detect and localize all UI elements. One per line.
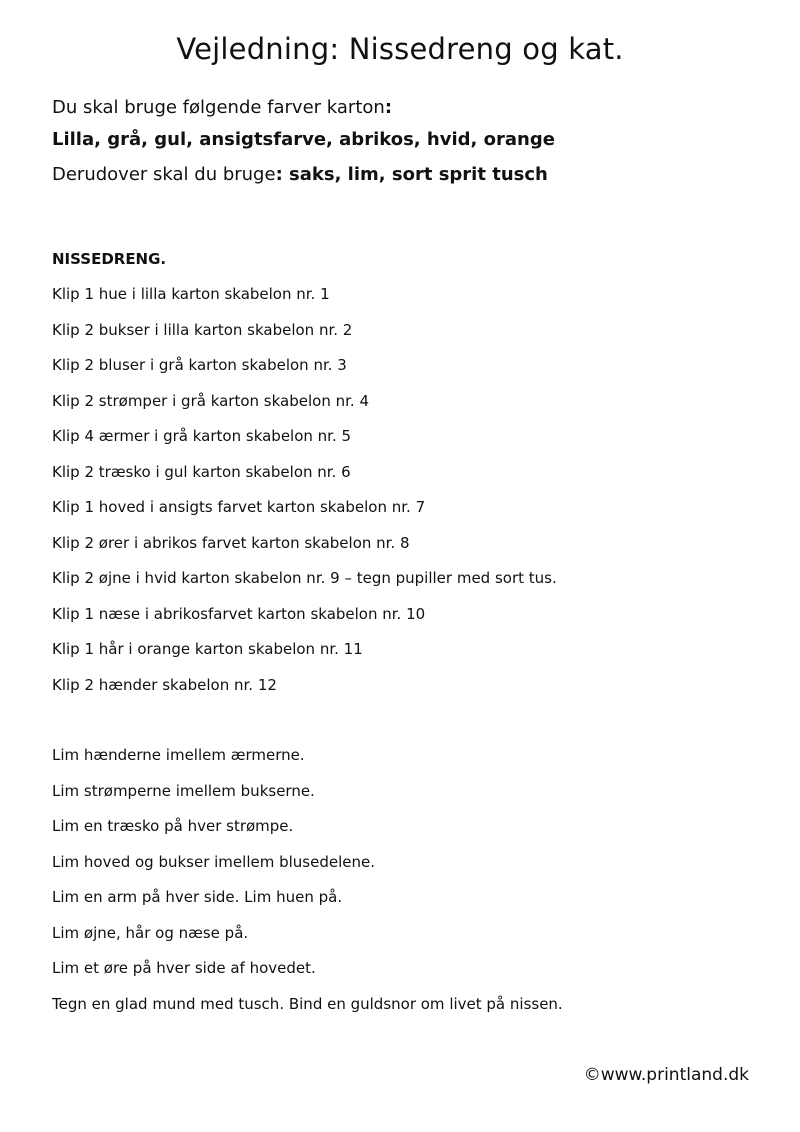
assembly-step: Lim et øre på hver side af hovedet. xyxy=(52,959,316,977)
colors-needed-line xyxy=(52,98,752,118)
cut-step: Klip 1 hoved i ansigts farvet karton skabelon nr. 7 xyxy=(52,498,426,516)
tools-needed-label: Derudover skal du bruge xyxy=(52,164,276,185)
cut-step: Klip 1 næse i abrikosfarvet karton skabelon nr. 10 xyxy=(52,604,426,623)
assembly-instructions xyxy=(52,746,772,1030)
assembly-step: Lim hænderne imellem ærmerne. xyxy=(52,746,305,764)
colors-needed-colon: : xyxy=(384,97,393,118)
cut-step: Klip 2 ører i abrikos farvet karton skabelon nr. 8 xyxy=(52,533,410,552)
cut-step: Klip 1 hår i orange karton skabelon nr. 11 xyxy=(52,640,363,658)
materials-intro xyxy=(52,98,752,185)
cut-step: Klip 2 hænder skabelon nr. 12 xyxy=(52,675,277,694)
cut-step: Klip 2 bluser i grå karton skabelon nr. 3 xyxy=(52,356,347,374)
assembly-step: Lim strømperne imellem bukserne. xyxy=(52,781,315,800)
page-title: Vejledning: Nissedreng og kat. xyxy=(176,32,624,66)
copyright-notice: ©www.printland.dk xyxy=(583,1065,749,1085)
cutting-instructions xyxy=(52,250,772,711)
assembly-step: Lim øjne, hår og næse på. xyxy=(52,923,249,942)
cut-step: Klip 4 ærmer i grå karton skabelon nr. 5 xyxy=(52,427,352,445)
tools-list: : saks, lim, sort sprit tusch xyxy=(275,164,548,185)
section-heading: NISSEDRENG. xyxy=(52,250,167,268)
colors-needed-label: Du skal bruge følgende farver karton xyxy=(52,97,385,118)
assembly-step: Tegn en glad mund med tusch. Bind en guldsnor om livet på nissen. xyxy=(52,994,563,1013)
assembly-step: Lim hoved og bukser imellem blusedelene. xyxy=(52,852,375,871)
assembly-step: Lim en træsko på hver strømpe. xyxy=(52,817,294,835)
assembly-step: Lim en arm på hver side. Lim huen på. xyxy=(52,888,343,906)
tools-needed-line xyxy=(52,165,752,185)
cut-step: Klip 2 træsko i gul karton skabelon nr. 6 xyxy=(52,462,351,481)
colors-list: Lilla, grå, gul, ansigtsfarve, abrikos, hvid, orange xyxy=(52,129,555,150)
cut-step: Klip 2 øjne i hvid karton skabelon nr. 9 – tegn pupiller med sort tus. xyxy=(52,569,557,587)
cut-step: Klip 2 strømper i grå karton skabelon nr. 4 xyxy=(52,391,369,410)
cut-step: Klip 1 hue i lilla karton skabelon nr. 1 xyxy=(52,285,330,303)
cut-step: Klip 2 bukser i lilla karton skabelon nr. 2 xyxy=(52,320,353,339)
